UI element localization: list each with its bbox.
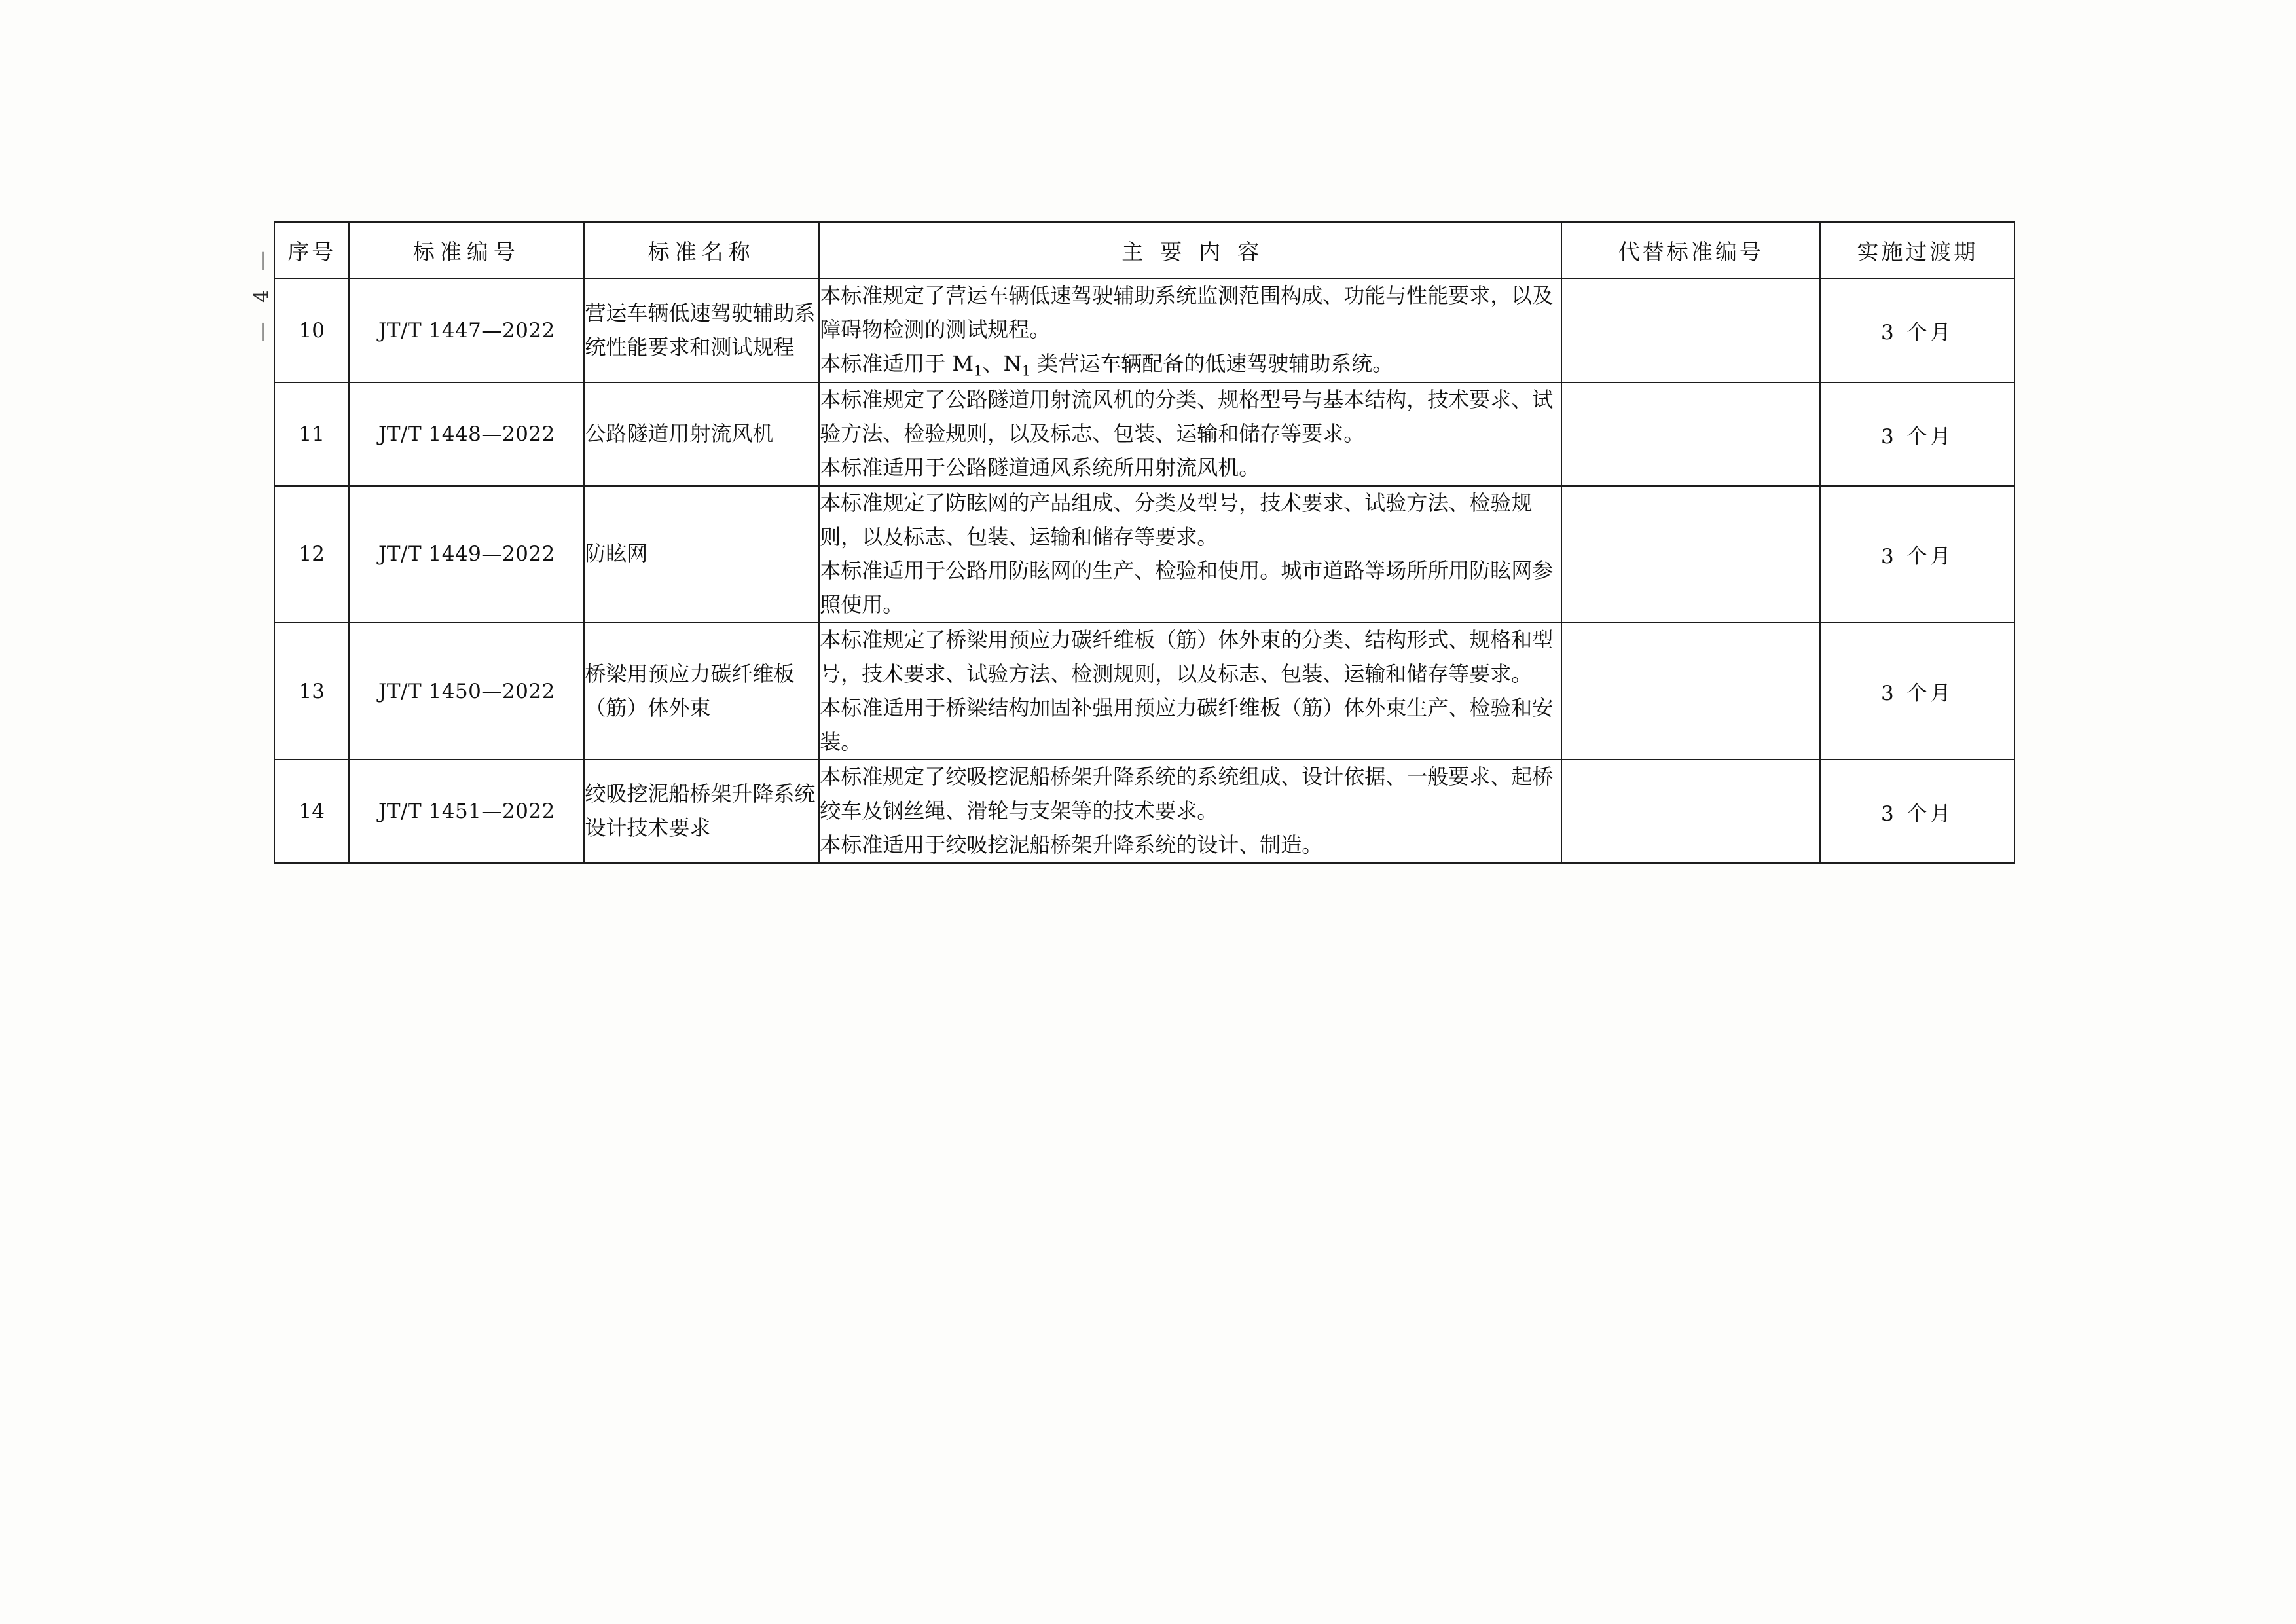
cell-replaced — [1561, 382, 1820, 485]
content-paragraph: 本标准规定了绞吸挖泥船桥架升降系统的系统组成、设计依据、一般要求、起桥绞车及钢丝绳、滑轮与支架等的技术要求。 — [820, 764, 1554, 824]
page-folio: — 4 — — [250, 244, 274, 342]
column-header-name: 标准名称 — [584, 222, 819, 278]
content-paragraph: 本标准适用于绞吸挖泥船桥架升降系统的设计、制造。 — [820, 832, 1323, 858]
cell-period: 3 个月 — [1820, 278, 2014, 382]
cell-name: 绞吸挖泥船桥架升降系统设计技术要求 — [584, 760, 819, 862]
cell-replaced — [1561, 623, 1820, 760]
table-row — [274, 486, 2014, 623]
standards-table-wrapper — [274, 221, 2015, 864]
cell-content — [819, 623, 1561, 760]
content-paragraph: 本标准适用于公路隧道通风系统所用射流风机。 — [820, 454, 1260, 480]
table-row — [274, 623, 2014, 760]
cell-code: JT/T 1448—2022 — [349, 382, 584, 485]
column-header-period: 实施过渡期 — [1820, 222, 2014, 278]
content-paragraph: 本标准适用于桥梁结构加固补强用预应力碳纤维板（筋）体外束生产、检验和安装。 — [820, 695, 1554, 754]
cell-seq: 10 — [274, 278, 349, 382]
cell-period: 3 个月 — [1820, 382, 2014, 485]
cell-seq: 14 — [274, 760, 349, 862]
cell-replaced — [1561, 760, 1820, 862]
table-row — [274, 382, 2014, 485]
standards-table — [274, 221, 2015, 864]
cell-content — [819, 278, 1561, 382]
table-body — [274, 278, 2014, 863]
cell-period: 3 个月 — [1820, 486, 2014, 623]
cell-name: 桥梁用预应力碳纤维板（筋）体外束 — [584, 623, 819, 760]
content-paragraph: 本标准规定了桥梁用预应力碳纤维板（筋）体外束的分类、结构形式、规格和型号，技术要求、试验方法、检测规则，以及标志、包装、运输和储存等要求。 — [820, 627, 1554, 686]
subscript: 1 — [974, 362, 983, 379]
table-header — [274, 222, 2014, 278]
column-header-seq: 序号 — [274, 222, 349, 278]
column-header-replaced: 代替标准编号 — [1561, 222, 1820, 278]
cell-seq: 12 — [274, 486, 349, 623]
cell-period: 3 个月 — [1820, 623, 2014, 760]
table-row — [274, 760, 2014, 862]
content-paragraph: 本标准规定了营运车辆低速驾驶辅助系统监测范围构成、功能与性能要求，以及障碍物检测的测试规程。 — [820, 283, 1554, 342]
column-header-code: 标准编号 — [349, 222, 584, 278]
cell-content — [819, 486, 1561, 623]
cell-name: 营运车辆低速驾驶辅助系统性能要求和测试规程 — [584, 278, 819, 382]
cell-seq: 13 — [274, 623, 349, 760]
cell-replaced — [1561, 486, 1820, 623]
content-text: 类营运车辆配备的低速驾驶辅助系统。 — [1030, 350, 1394, 376]
cell-code: JT/T 1450—2022 — [349, 623, 584, 760]
cell-code: JT/T 1447—2022 — [349, 278, 584, 382]
subscript: 1 — [1021, 362, 1031, 379]
cell-code: JT/T 1449—2022 — [349, 486, 584, 623]
cell-name: 公路隧道用射流风机 — [584, 382, 819, 485]
cell-content — [819, 760, 1561, 862]
column-header-content: 主要内容 — [819, 222, 1561, 278]
cell-name: 防眩网 — [584, 486, 819, 623]
cell-replaced — [1561, 278, 1820, 382]
table-row — [274, 278, 2014, 382]
header-row — [274, 222, 2014, 278]
content-paragraph: 本标准规定了公路隧道用射流风机的分类、规格型号与基本结构，技术要求、试验方法、检验规则，以及标志、包装、运输和储存等要求。 — [820, 387, 1554, 447]
content-paragraph: 本标准规定了防眩网的产品组成、分类及型号，技术要求、试验方法、检验规则，以及标志、包装、运输和储存等要求。 — [820, 490, 1533, 549]
content-paragraph: 本标准适用于公路用防眩网的生产、检验和使用。城市道路等场所所用防眩网参照使用。 — [820, 558, 1554, 618]
cell-period: 3 个月 — [1820, 760, 2014, 862]
cell-content — [819, 382, 1561, 485]
content-text: 本标准适用于 M — [820, 350, 974, 376]
cell-code: JT/T 1451—2022 — [349, 760, 584, 862]
content-text: 、N — [982, 350, 1022, 376]
cell-seq: 11 — [274, 382, 349, 485]
content-paragraph — [820, 347, 1561, 382]
